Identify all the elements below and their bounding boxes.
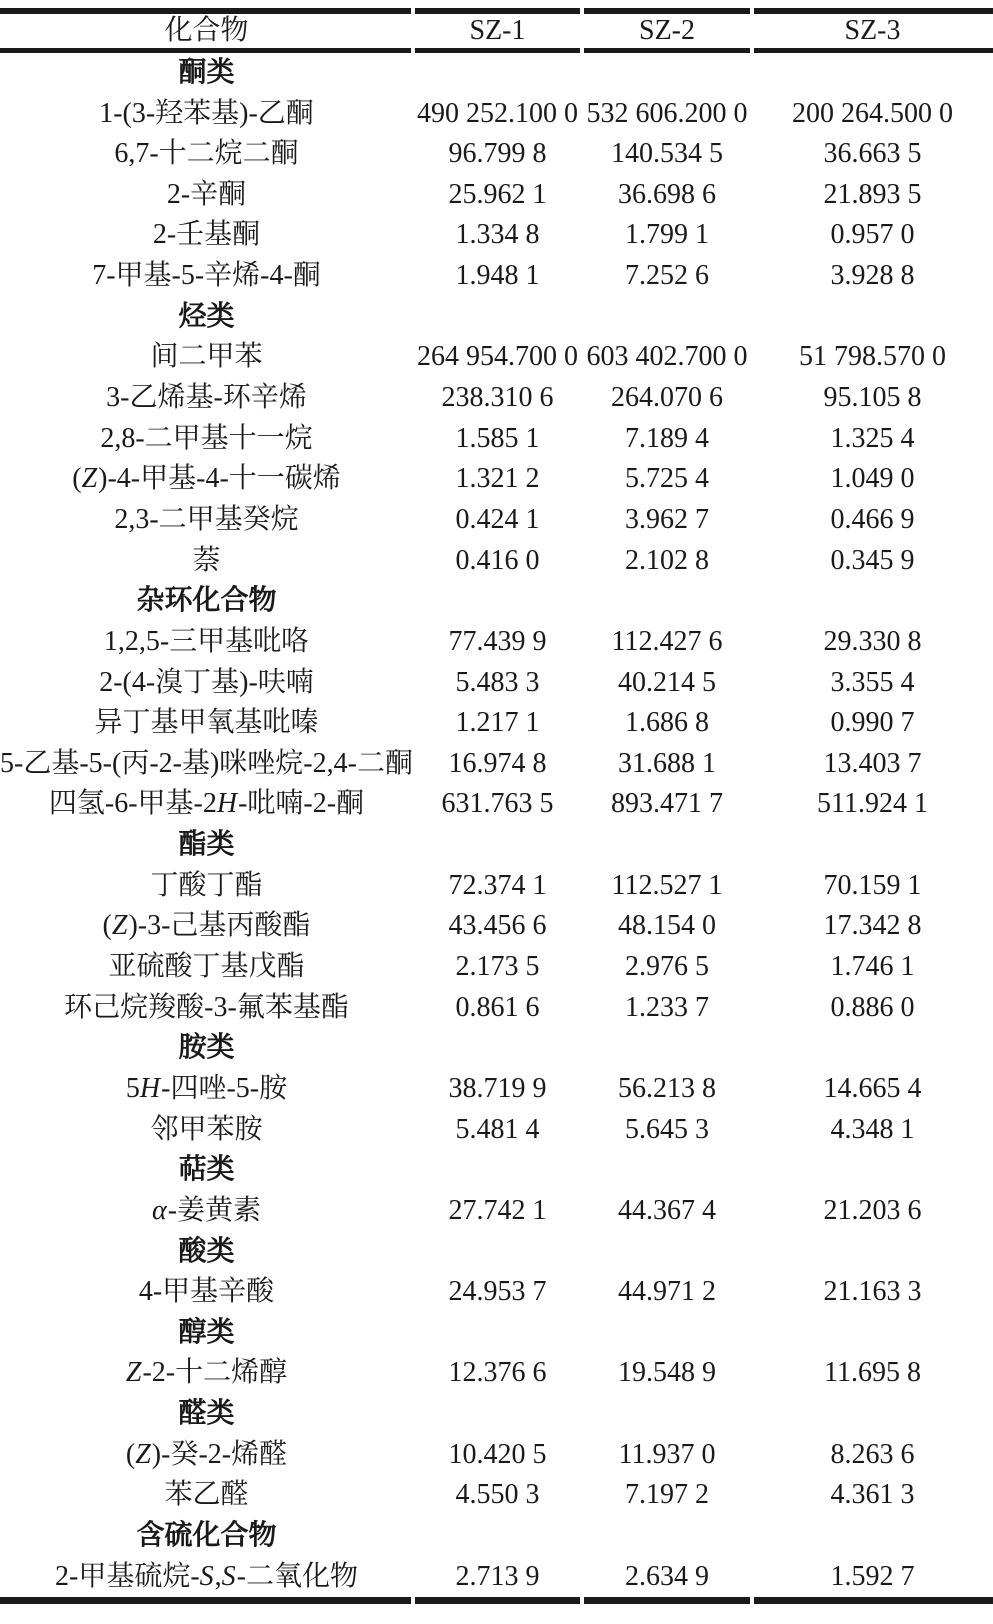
compound-row bbox=[0, 947, 993, 988]
table-header-rule bbox=[0, 48, 993, 53]
compound-row bbox=[0, 337, 993, 378]
compound-name: 4-甲基辛酸 bbox=[138, 1276, 275, 1308]
compound-name: 5-乙基-5-(丙-2-基)咪唑烷-2,4-二酮 bbox=[0, 747, 413, 779]
value-cell-sz-2: 19.548 9 bbox=[618, 1357, 716, 1389]
value-cell-sz-2: 31.688 1 bbox=[618, 747, 716, 779]
value-cell-sz-3: 1.049 0 bbox=[830, 463, 915, 495]
compound-row bbox=[0, 1110, 993, 1151]
value-cell-sz-1: 72.374 1 bbox=[448, 869, 547, 901]
value-cell-sz-2: 7.189 4 bbox=[625, 422, 709, 454]
category-label: 酮类 bbox=[178, 56, 235, 88]
value-cell-sz-2: 1.233 7 bbox=[625, 991, 709, 1023]
value-cell-sz-3: 29.330 8 bbox=[823, 625, 922, 657]
value-cell-sz-3: 0.886 0 bbox=[830, 991, 915, 1023]
compound-name: 2-辛酮 bbox=[166, 178, 247, 210]
category-row bbox=[0, 1516, 993, 1557]
column-header-compound: 化合物 bbox=[164, 14, 249, 46]
value-cell-sz-3: 95.105 8 bbox=[823, 382, 922, 414]
value-cell-sz-2: 56.213 8 bbox=[618, 1072, 716, 1104]
value-cell-sz-3: 1.325 4 bbox=[830, 422, 915, 454]
value-cell-sz-2: 48.154 0 bbox=[618, 910, 716, 942]
compound-name: 亚硫酸丁基戊酯 bbox=[108, 951, 305, 983]
compound-row bbox=[0, 1475, 993, 1516]
rule-segment bbox=[754, 8, 993, 14]
value-cell-sz-1: 0.416 0 bbox=[455, 544, 540, 576]
value-cell-sz-2: 3.962 7 bbox=[625, 503, 709, 535]
compound-name: 间二甲苯 bbox=[150, 341, 263, 373]
rule-segment bbox=[584, 1597, 750, 1604]
category-row bbox=[0, 53, 993, 94]
rule-segment bbox=[754, 48, 993, 53]
value-cell-sz-1: 25.962 1 bbox=[448, 178, 547, 210]
value-cell-sz-2: 2.102 8 bbox=[625, 544, 709, 576]
value-cell-sz-1: 10.420 5 bbox=[448, 1438, 547, 1470]
compound-row bbox=[0, 94, 993, 135]
rule-segment bbox=[415, 48, 580, 53]
compound-name: 6,7-十二烷二酮 bbox=[114, 138, 299, 170]
compound-name: 1-(3-羟苯基)-乙酮 bbox=[99, 97, 314, 129]
compound-row bbox=[0, 256, 993, 297]
value-cell-sz-1: 0.861 6 bbox=[455, 991, 540, 1023]
value-cell-sz-1: 77.439 9 bbox=[448, 625, 547, 657]
category-label: 含硫化合物 bbox=[136, 1519, 277, 1551]
compound-row bbox=[0, 216, 993, 257]
value-cell-sz-1: 24.953 7 bbox=[448, 1276, 547, 1308]
compound-name: 异丁基甲氧基吡嗪 bbox=[94, 707, 319, 739]
rule-segment bbox=[415, 1597, 580, 1604]
value-cell-sz-3: 3.355 4 bbox=[830, 666, 915, 698]
value-cell-sz-3: 4.361 3 bbox=[830, 1479, 915, 1511]
compound-row bbox=[0, 988, 993, 1029]
compound-name: 邻甲苯胺 bbox=[150, 1113, 263, 1145]
rule-segment bbox=[415, 8, 580, 14]
column-header-sz-3: SZ-3 bbox=[844, 14, 901, 46]
value-cell-sz-2: 5.645 3 bbox=[625, 1113, 709, 1145]
table-bottom-rule bbox=[0, 1597, 993, 1604]
compound-name: (Z)-4-甲基-4-十一碳烯 bbox=[72, 463, 341, 495]
compound-row bbox=[0, 906, 993, 947]
rule-segment bbox=[0, 48, 411, 53]
value-cell-sz-1: 96.799 8 bbox=[448, 138, 547, 170]
category-label: 烃类 bbox=[178, 300, 235, 332]
value-cell-sz-1: 1.334 8 bbox=[455, 219, 540, 251]
value-cell-sz-2: 40.214 5 bbox=[618, 666, 716, 698]
value-cell-sz-3: 11.695 8 bbox=[824, 1357, 921, 1389]
value-cell-sz-1: 16.974 8 bbox=[448, 747, 547, 779]
category-label: 酯类 bbox=[178, 829, 235, 861]
compound-row bbox=[0, 134, 993, 175]
value-cell-sz-2: 7.252 6 bbox=[625, 260, 709, 292]
value-cell-sz-3: 13.403 7 bbox=[823, 747, 922, 779]
table-body bbox=[0, 53, 993, 1597]
value-cell-sz-1: 264 954.700 0 bbox=[417, 341, 578, 373]
value-cell-sz-3: 3.928 8 bbox=[830, 260, 915, 292]
value-cell-sz-1: 4.550 3 bbox=[455, 1479, 540, 1511]
value-cell-sz-1: 43.456 6 bbox=[448, 910, 547, 942]
compound-name: 2-壬基酮 bbox=[152, 219, 261, 251]
compound-name: 四氢-6-甲基-2H-吡喃-2-酮 bbox=[48, 788, 365, 820]
value-cell-sz-2: 44.367 4 bbox=[618, 1194, 716, 1226]
value-cell-sz-3: 21.163 3 bbox=[823, 1276, 922, 1308]
value-cell-sz-1: 490 252.100 0 bbox=[417, 97, 578, 129]
category-label: 萜类 bbox=[178, 1154, 235, 1186]
category-row bbox=[0, 825, 993, 866]
compound-name: 5H-四唑-5-胺 bbox=[125, 1072, 288, 1104]
value-cell-sz-2: 7.197 2 bbox=[625, 1479, 709, 1511]
value-cell-sz-1: 12.376 6 bbox=[448, 1357, 547, 1389]
value-cell-sz-2: 1.686 8 bbox=[625, 707, 709, 739]
compound-name: Z-2-十二烯醇 bbox=[125, 1357, 288, 1389]
value-cell-sz-2: 893.471 7 bbox=[611, 788, 723, 820]
category-row bbox=[0, 581, 993, 622]
value-cell-sz-3: 36.663 5 bbox=[823, 138, 922, 170]
category-label: 醇类 bbox=[178, 1316, 235, 1348]
value-cell-sz-3: 4.348 1 bbox=[830, 1113, 915, 1145]
value-cell-sz-1: 2.173 5 bbox=[455, 951, 540, 983]
compound-row bbox=[0, 1191, 993, 1232]
value-cell-sz-3: 21.893 5 bbox=[823, 178, 922, 210]
value-cell-sz-2: 5.725 4 bbox=[625, 463, 709, 495]
compound-row bbox=[0, 500, 993, 541]
compound-row bbox=[0, 703, 993, 744]
value-cell-sz-3: 200 264.500 0 bbox=[792, 97, 953, 129]
category-row bbox=[0, 1232, 993, 1273]
category-row bbox=[0, 1394, 993, 1435]
value-cell-sz-1: 5.483 3 bbox=[455, 666, 540, 698]
compound-name: 萘 bbox=[192, 544, 221, 576]
compound-row bbox=[0, 744, 993, 785]
compound-name: 2,3-二甲基癸烷 bbox=[114, 503, 299, 535]
compound-row bbox=[0, 459, 993, 500]
value-cell-sz-1: 0.424 1 bbox=[455, 503, 540, 535]
compound-row bbox=[0, 175, 993, 216]
value-cell-sz-3: 1.592 7 bbox=[830, 1560, 915, 1592]
compound-row bbox=[0, 419, 993, 460]
compound-row bbox=[0, 1069, 993, 1110]
compound-name: (Z)-癸-2-烯醛 bbox=[125, 1438, 288, 1470]
compound-row bbox=[0, 622, 993, 663]
category-row bbox=[0, 297, 993, 338]
value-cell-sz-3: 70.159 1 bbox=[823, 869, 922, 901]
compound-row bbox=[0, 1557, 993, 1598]
value-cell-sz-3: 0.957 0 bbox=[830, 219, 915, 251]
value-cell-sz-2: 44.971 2 bbox=[618, 1276, 716, 1308]
compound-name: 环己烷羧酸-3-氟苯基酯 bbox=[64, 991, 349, 1023]
value-cell-sz-3: 0.466 9 bbox=[830, 503, 915, 535]
value-cell-sz-2: 2.634 9 bbox=[625, 1560, 709, 1592]
category-row bbox=[0, 1028, 993, 1069]
compound-row bbox=[0, 541, 993, 582]
compound-name: (Z)-3-己基丙酸酯 bbox=[102, 910, 311, 942]
value-cell-sz-1: 1.321 2 bbox=[455, 463, 540, 495]
value-cell-sz-1: 631.763 5 bbox=[441, 788, 554, 820]
rule-segment bbox=[0, 8, 411, 14]
value-cell-sz-3: 8.263 6 bbox=[830, 1438, 915, 1470]
value-cell-sz-1: 38.719 9 bbox=[448, 1072, 547, 1104]
compound-row bbox=[0, 1272, 993, 1313]
compound-name: 丁酸丁酯 bbox=[150, 869, 263, 901]
value-cell-sz-3: 21.203 6 bbox=[823, 1194, 922, 1226]
column-header-sz-1: SZ-1 bbox=[469, 14, 526, 46]
table-top-rule bbox=[0, 8, 993, 14]
value-cell-sz-2: 36.698 6 bbox=[618, 178, 716, 210]
compound-row bbox=[0, 1435, 993, 1476]
value-cell-sz-2: 2.976 5 bbox=[625, 951, 709, 983]
compound-row bbox=[0, 378, 993, 419]
value-cell-sz-3: 511.924 1 bbox=[817, 788, 928, 820]
compound-row bbox=[0, 866, 993, 907]
value-cell-sz-2: 1.799 1 bbox=[625, 219, 709, 251]
compound-name: α-姜黄素 bbox=[151, 1194, 262, 1226]
value-cell-sz-3: 0.990 7 bbox=[830, 707, 915, 739]
value-cell-sz-1: 1.585 1 bbox=[455, 422, 540, 454]
category-row bbox=[0, 1150, 993, 1191]
value-cell-sz-1: 1.948 1 bbox=[455, 260, 540, 292]
table-header-row bbox=[0, 14, 993, 48]
value-cell-sz-3: 14.665 4 bbox=[823, 1072, 922, 1104]
category-label: 醛类 bbox=[178, 1398, 235, 1430]
value-cell-sz-2: 264.070 6 bbox=[611, 382, 723, 414]
rule-segment bbox=[0, 1597, 411, 1604]
compound-row bbox=[0, 785, 993, 826]
value-cell-sz-2: 603 402.700 0 bbox=[586, 341, 748, 373]
value-cell-sz-2: 532 606.200 0 bbox=[586, 97, 748, 129]
category-label: 酸类 bbox=[178, 1235, 235, 1267]
category-label: 胺类 bbox=[178, 1032, 235, 1064]
category-label: 杂环化合物 bbox=[136, 585, 277, 617]
compound-name: 苯乙醛 bbox=[164, 1479, 249, 1511]
value-cell-sz-2: 112.427 6 bbox=[611, 625, 723, 657]
value-cell-sz-1: 5.481 4 bbox=[455, 1113, 540, 1145]
compound-name: 2,8-二甲基十一烷 bbox=[100, 422, 313, 454]
compound-row bbox=[0, 663, 993, 704]
compound-name: 2-甲基硫烷-S,S-二氧化物 bbox=[55, 1560, 358, 1592]
value-cell-sz-1: 1.217 1 bbox=[455, 707, 540, 739]
compound-name: 7-甲基-5-辛烯-4-酮 bbox=[92, 260, 321, 292]
rule-segment bbox=[754, 1597, 993, 1604]
value-cell-sz-1: 2.713 9 bbox=[455, 1560, 540, 1592]
value-cell-sz-2: 140.534 5 bbox=[611, 138, 723, 170]
compound-name: 3-乙烯基-环辛烯 bbox=[106, 382, 307, 414]
rule-segment bbox=[584, 48, 750, 53]
compound-row bbox=[0, 1354, 993, 1395]
value-cell-sz-2: 112.527 1 bbox=[611, 869, 723, 901]
value-cell-sz-1: 238.310 6 bbox=[441, 382, 554, 414]
column-header-sz-2: SZ-2 bbox=[639, 14, 695, 46]
value-cell-sz-3: 51 798.570 0 bbox=[799, 341, 946, 373]
value-cell-sz-3: 0.345 9 bbox=[830, 544, 915, 576]
rule-segment bbox=[584, 8, 750, 14]
value-cell-sz-1: 27.742 1 bbox=[448, 1194, 547, 1226]
value-cell-sz-2: 11.937 0 bbox=[618, 1438, 716, 1470]
category-row bbox=[0, 1313, 993, 1354]
value-cell-sz-3: 17.342 8 bbox=[823, 910, 922, 942]
compound-name: 1,2,5-三甲基吡咯 bbox=[103, 625, 310, 657]
value-cell-sz-3: 1.746 1 bbox=[830, 951, 915, 983]
compound-name: 2-(4-溴丁基)-呋喃 bbox=[99, 666, 314, 698]
